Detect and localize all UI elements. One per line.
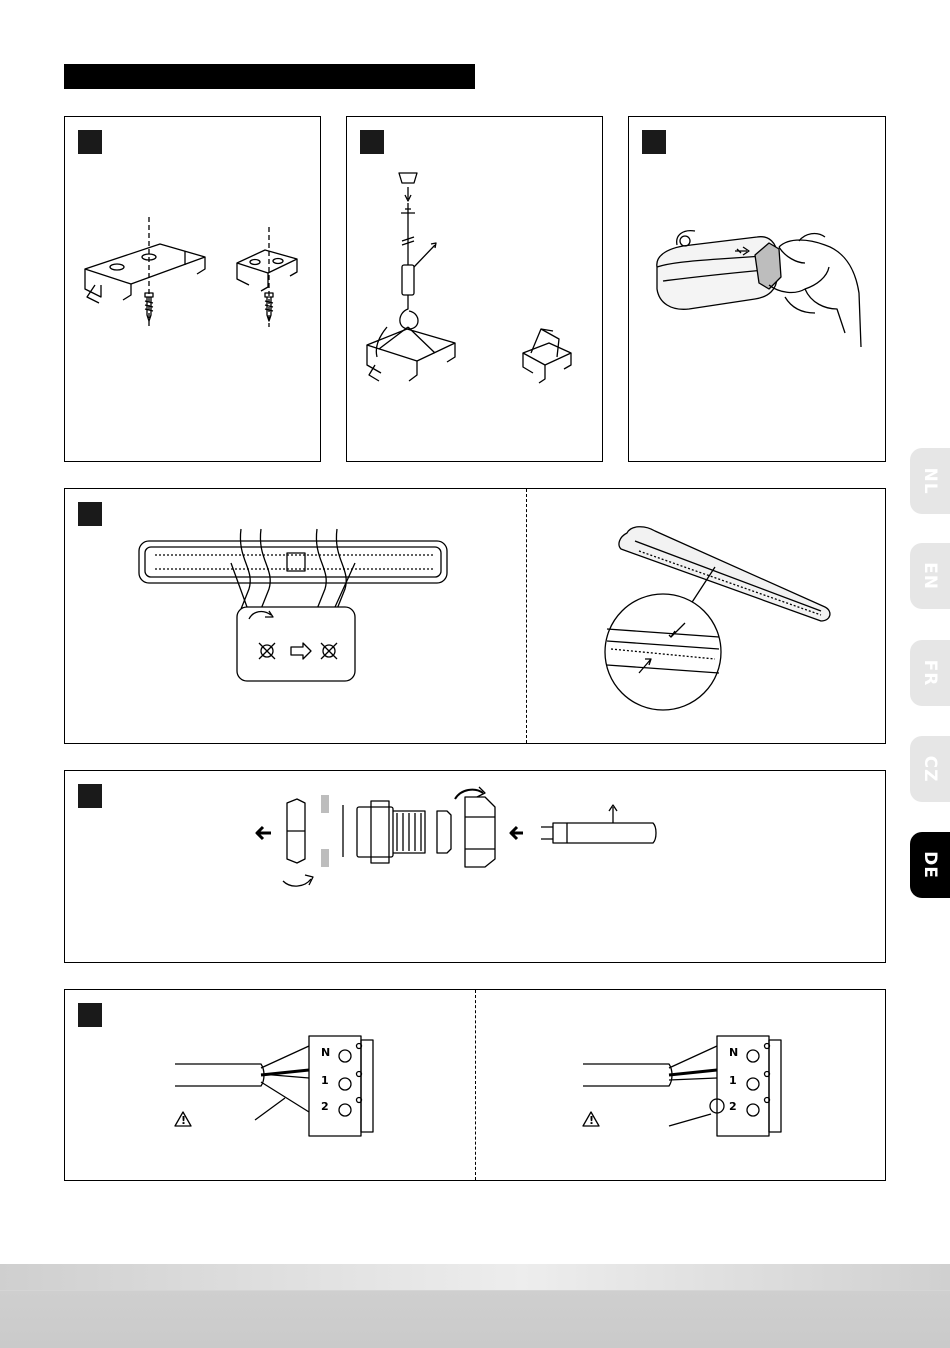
language-tab-nl[interactable] — [910, 448, 950, 514]
panel-suspension — [346, 116, 603, 462]
language-tab-de[interactable] — [910, 832, 950, 898]
panel-clip-lamp — [628, 116, 886, 462]
footer-band — [0, 1264, 950, 1348]
terminal-label-2: 2 — [321, 1100, 329, 1113]
section-title-bar — [64, 64, 475, 89]
language-tab-fr[interactable] — [910, 640, 950, 706]
terminal-label-1: 1 — [729, 1074, 737, 1087]
wiring-diagram — [65, 990, 887, 1182]
terminal-label-n: N — [729, 1046, 739, 1059]
knockout-rotate-illustration — [65, 489, 887, 745]
language-tab-label: FR — [920, 659, 940, 687]
wire-suspension-illustration — [347, 117, 604, 463]
language-tab-cz[interactable] — [910, 736, 950, 802]
warning-symbol: ! — [589, 1114, 595, 1127]
ceiling-clip-screw-illustration — [65, 117, 322, 463]
footer-highlight — [0, 1264, 950, 1290]
language-tab-en[interactable] — [910, 543, 950, 609]
language-tab-label: EN — [920, 562, 940, 590]
language-tab-label: NL — [920, 467, 940, 495]
panel-mount-clips — [64, 116, 321, 462]
hand-clipping-lamp-illustration — [629, 117, 887, 463]
underside-detail-illustration — [605, 527, 830, 710]
terminal-label-1: 1 — [321, 1074, 329, 1087]
panel-cable-gland — [64, 770, 886, 963]
terminal-label-n: N — [321, 1046, 331, 1059]
language-tab-label: DE — [920, 851, 940, 879]
terminal-label-2: 2 — [729, 1100, 737, 1113]
panel-wiring — [64, 989, 886, 1181]
language-tab-label: CZ — [920, 755, 940, 783]
warning-symbol: ! — [181, 1114, 187, 1127]
panel-cable-entry — [64, 488, 886, 744]
cable-gland-assembly-illustration — [65, 771, 887, 964]
